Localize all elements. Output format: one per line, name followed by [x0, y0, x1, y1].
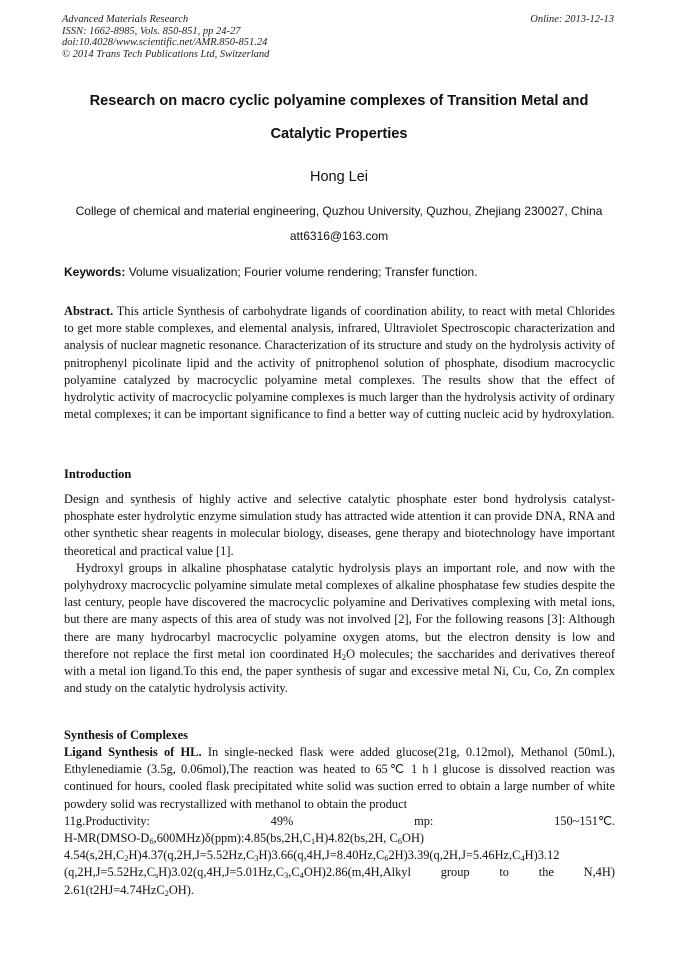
introduction-body [64, 491, 615, 697]
nmr-line-3: $(q,2H,J=5.52Hz,C_sH)3.02(q,4H,J=5.01Hz,C_3,C_4OH)2.86(m,4H,Alkyl$ group to the N,4H) [64, 865, 615, 881]
introduction-paragraph-2: Hydroxyl groups in alkaline phosphatase catalytic hydrolysis plays an important role, and now with the polyhydroxy macrocyclic polyamine simulate metal complexes of alkaline phosphatase few studies despite the last century, people have discovered the macrocyclic polyamine and Derivatives complexing with metal ions, but there are many aspects of this area of study was not involved [2], For the following reasons [3]: Although there are many hydrocarbyl macrocyclic polyamine oxygen atoms, but the electron density is low and therefore not replace the first metal ion coordinated $H_2O$ molecules; the saccharides and derivatives thereof with a metal ion ligand.To this end, the paper synthesis of sugar and excessive metal Ni, Cu, Co, Zn complex and study on the catalytic hydrolysis activity. [64, 560, 615, 696]
abstract-text: This article Synthesis of carbohydrate ligands of coordination ability, to react with metal Chlorides to get more stable complexes, and elemental analysis, infrared, Ultraviolet Spectroscopic characterization and analysis of nuclear magnetic resonance. Characterization of its structure and study on the hydrolysis activity of pnitrophenyl picolinate lipid and the activity of pnitrophenol solution of phosphate, disodium macrocyclic polyamine catalyzed by macrocyclic polyamine metal complexes. The results show that the effect of hydrolytic activity of macrocyclic polyamine complexes is much larger than the hydrolysis activity of ordinary metal complexes; it can be important significance to find a better way of cutting nucleic acid by hydroxylation. [64, 304, 615, 422]
issn-line: ISSN: 1662-8985, Vols. 850-851, pp 24-27 [62, 25, 241, 37]
nmr-line-2: $4.54(s,2H,C_2H)4.37(q,2H,J=5.52Hz,C_3H)3.66(q,4H,J=8.40Hz,C_62H)3.39(q,2H,J=5.46Hz,C_4H)3.12$ [64, 848, 560, 864]
nmr-line-4: 2.61(t2HJ=4.74HzC$_2$OH). [64, 882, 194, 898]
keywords-label: Keywords: [64, 265, 126, 279]
ligand-synthesis-label: Ligand Synthesis of HL. [64, 745, 202, 759]
paper-title-line-2: Catalytic Properties [270, 126, 408, 142]
ligand-synthesis [64, 744, 615, 899]
abstract [64, 303, 615, 423]
affiliation: College of chemical and material engineering, Quzhou University, Quzhou, Zhejiang 230027, China [75, 204, 603, 218]
author-email: att6316@163.com [289, 229, 389, 243]
author-name: Hong Lei [309, 169, 369, 185]
keywords [64, 265, 478, 280]
ligand-synthesis-text: In single-necked flask were added glucose(21g, 0.12mol), Methanol (50mL), Ethylenediamie (3.5g, 0.06mol),The reaction was heated to 65℃ 1 h l glucose is dissolved reaction was continued for hours, cooled flask precipitated white solid was suction erred to obtain a large number of white powdery solid was recrystallized with methanol to obtain the product [64, 745, 616, 811]
keywords-text: Volume visualization; Fourier volume rendering; Transfer function. [125, 265, 478, 279]
doi-line: doi:10.4028/www.scientific.net/AMR.850-851.24 [62, 37, 268, 49]
paper-title-line-1: Research on macro cyclic polyamine complexes of Transition Metal and [89, 93, 589, 109]
synthesis-heading: Synthesis of Complexes [64, 728, 188, 742]
journal-name: Advanced Materials Research [62, 14, 189, 25]
journal-info [62, 14, 269, 60]
online-date: Online: 2013-12-13 [530, 14, 614, 25]
abstract-label: Abstract. [64, 304, 114, 318]
nmr-line-1: $H-MR(DMSO-D_6,600MHz)\delta(ppm):4.85(bs,2H,C_1H)4.82(bs,2H$, $C_6OH$) [64, 831, 425, 847]
introduction-paragraph-1: Design and synthesis of highly active and selective catalytic phosphate ester bond hydrolysis catalyst-phosphate ester hydrolytic enzyme simulation study has attracted wide attention it can provide DNA, RNA and other synthetic shear reagents in molecular biology, diseases, gene therapy and biotechnology have important theoretical and practical value [1]. [64, 492, 615, 558]
product-line: 11g.Productivity: 49% mp: 150~151℃. [64, 813, 615, 828]
introduction-heading: Introduction [64, 467, 132, 481]
copyright-line: © 2014 Trans Tech Publications Ltd, Switzerland [62, 48, 270, 60]
